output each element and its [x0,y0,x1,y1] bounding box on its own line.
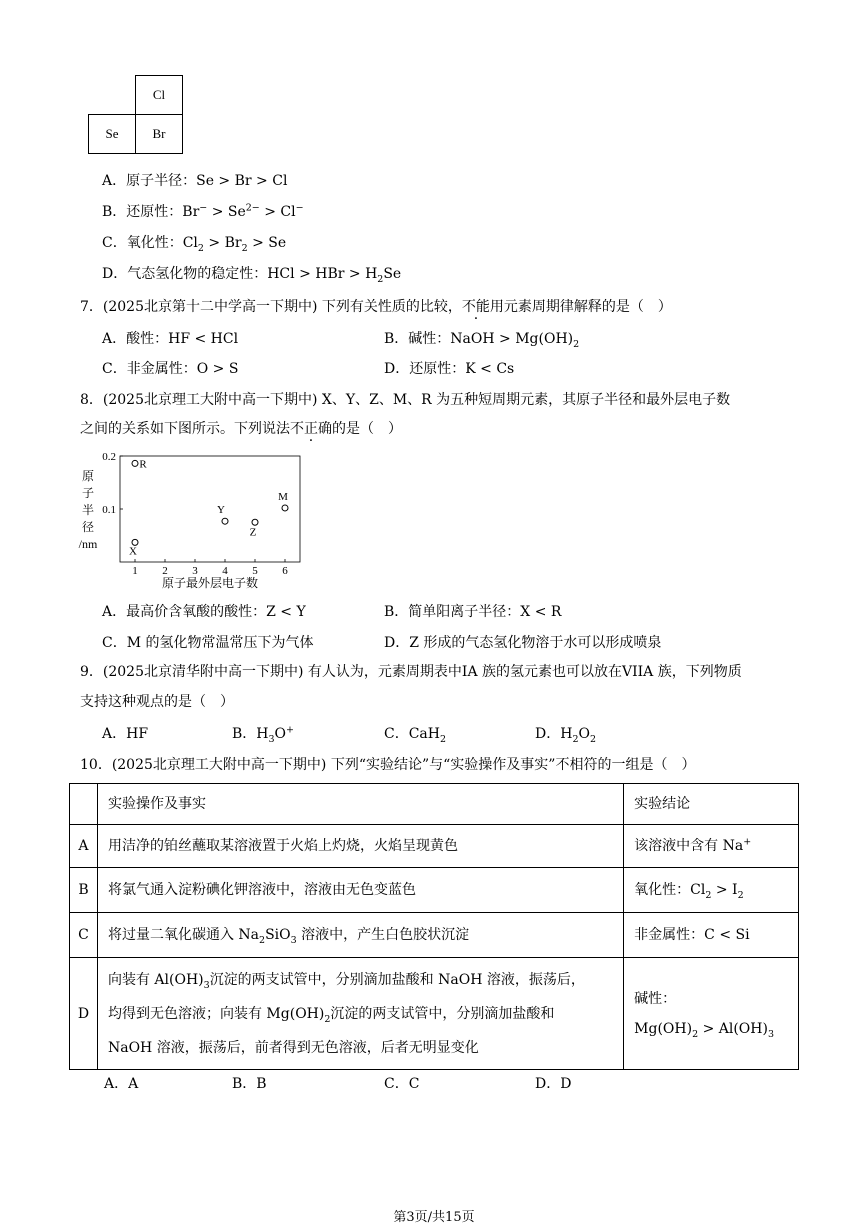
y-axis-label-char: /nm [78,537,98,551]
table-row [70,825,799,868]
q8-option-a: A．最高价含氧酸的酸性：Z < Y [102,604,306,620]
row-key: A [70,825,98,868]
y-axis-label-char: 原 [81,469,95,483]
data-point-label: M [278,490,288,503]
row-operation: 将氯气通入淀粉碘化钾溶液中，溶液由无色变蓝色 [97,868,623,913]
data-point-label: Y [217,504,225,517]
experiment-table [69,783,799,1070]
q8-stem-line2: 之间的关系如下图所示。下列说法不正确的是（ ） [80,421,402,437]
q8-option-d: D．Z 形成的气态氢化物溶于水可以形成喷泉 [384,635,662,651]
q7-option-c: C．非金属性：O > S [102,361,239,377]
q6-option-a: A．原子半径：Se > Br > Cl [102,173,288,189]
emphasis-text: 不正确 [290,421,332,437]
row-key: C [70,913,98,958]
x-tick-label: 5 [252,565,258,577]
q10-answer-a: A．A [104,1076,139,1092]
q10-answer-d: D．D [535,1076,572,1092]
x-tick-label: 4 [222,565,228,577]
q7-option-b: B．碱性：NaOH > $Mg(OH)_2$ [384,331,580,350]
ptable-cell-se: Se [88,114,136,154]
q9-option-a: A．HF [102,726,149,742]
q8-stem-line1: 8．(2025北京理工大附中高一下期中) X、Y、Z、M、R 为五种短周期元素，其原子半径和最外层电子数 [80,392,731,408]
q9-option-c: C．CaH$_2$ [384,726,447,745]
table-cell [70,784,98,825]
data-point-y [222,518,228,524]
y-axis-label-char: 径 [81,520,95,534]
row-conclusion: 非金属性：C < Si [624,913,799,958]
q9-option-d: D．$H_2O_2$ [535,726,597,745]
q10-stem: 10．(2025北京理工大附中高一下期中) 下列“实验结论”与“实验操作及事实”不相符的一组是（ ） [80,757,696,773]
plot-frame [120,456,300,562]
row-key: D [70,958,98,1070]
q9-option-b: B．$H_3O^+$ [232,724,294,745]
emphasis-text: 不能 [461,299,490,315]
q10-answer-b: B．B [232,1076,267,1092]
q6-option-b: B．还原性：$Br^- > Se^{2-} > Cl^-$ [102,202,304,220]
data-point-label: X [129,545,137,558]
row-conclusion: 碱性： $Mg(OH)_2 > Al(OH)_3$ [624,958,799,1070]
data-point-r [132,460,138,466]
data-point-z [252,519,258,525]
ptable-cell-cl: Cl [135,75,183,115]
row-conclusion: 氧化性：$Cl_2 > I_2$ [624,868,799,913]
q8-option-c: C．M 的氢化物常温常压下为气体 [102,635,314,651]
row-conclusion: 该溶液中含有 Na+ [624,825,799,868]
q7-option-d: D．还原性：K < Cs [384,361,515,377]
x-tick-label: 3 [192,565,198,577]
table-header-op: 实验操作及事实 [97,784,623,825]
row-operation: 用洁净的铂丝蘸取某溶液置于火焰上灼烧，火焰呈现黄色 [97,825,623,868]
x-tick-label: 2 [162,565,168,577]
q9-stem-line2: 支持这种观点的是（ ） [80,694,234,710]
table-row [70,913,799,958]
q6-option-d: D．气态氢化物的稳定性：HCl > HBr > $H_2Se$ [102,266,402,285]
row-operation: 向装有 $Al(OH)_3$沉淀的两支试管中，分别滴加盐酸和 NaOH 溶液，振荡后， 均得到无色溶液；向装有 $Mg(OH)_2$沉淀的两支试管中，分别滴加盐酸和 NaOH 溶液，振荡后，前者得到无色溶液，后者无明显变化 [97,958,623,1070]
row-key: B [70,868,98,913]
row-operation: 将过量二氧化碳通入 $Na_2SiO_3$ 溶液中，产生白色胶状沉淀 [97,913,623,958]
q7-option-a: A．酸性：HF < HCl [102,331,239,347]
q10-answer-c: C．C [384,1076,420,1092]
table-header-row [70,784,799,825]
q8-option-b: B．简单阳离子半径：X < R [384,604,562,620]
table-header-conclusion: 实验结论 [624,784,799,825]
page-footer: 第3页/共15页 [393,1210,475,1225]
y-axis-label-char: 半 [81,503,95,517]
x-tick-label: 1 [132,565,138,577]
y-tick-label: 0.2 [102,451,116,463]
data-point-label: Z [249,526,257,539]
q9-stem-line1: 9．(2025北京清华附中高一下期中) 有人认为，元素周期表中IA 族的氢元素也可以放在VIIA 族，下列物质 [80,664,742,680]
y-tick-label: 0.1 [102,504,116,516]
table-row [70,868,799,913]
data-point-m [282,505,288,511]
q6-option-c: C．氧化性：$Cl_2 > Br_2 > Se$ [102,235,287,254]
y-axis-label-char: 子 [81,486,95,500]
x-axis-label: 原子最外层电子数 [161,576,259,590]
table-row [70,958,799,1070]
ptable-cell-br: Br [135,114,183,154]
q7-stem: 7．(2025北京第十二中学高一下期中) 下列有关性质的比较，不能用元素周期律解释的是（ ） [80,299,672,315]
radius-vs-electrons-chart [78,450,308,590]
x-tick-label: 6 [282,565,288,577]
data-point-label: R [139,458,147,471]
